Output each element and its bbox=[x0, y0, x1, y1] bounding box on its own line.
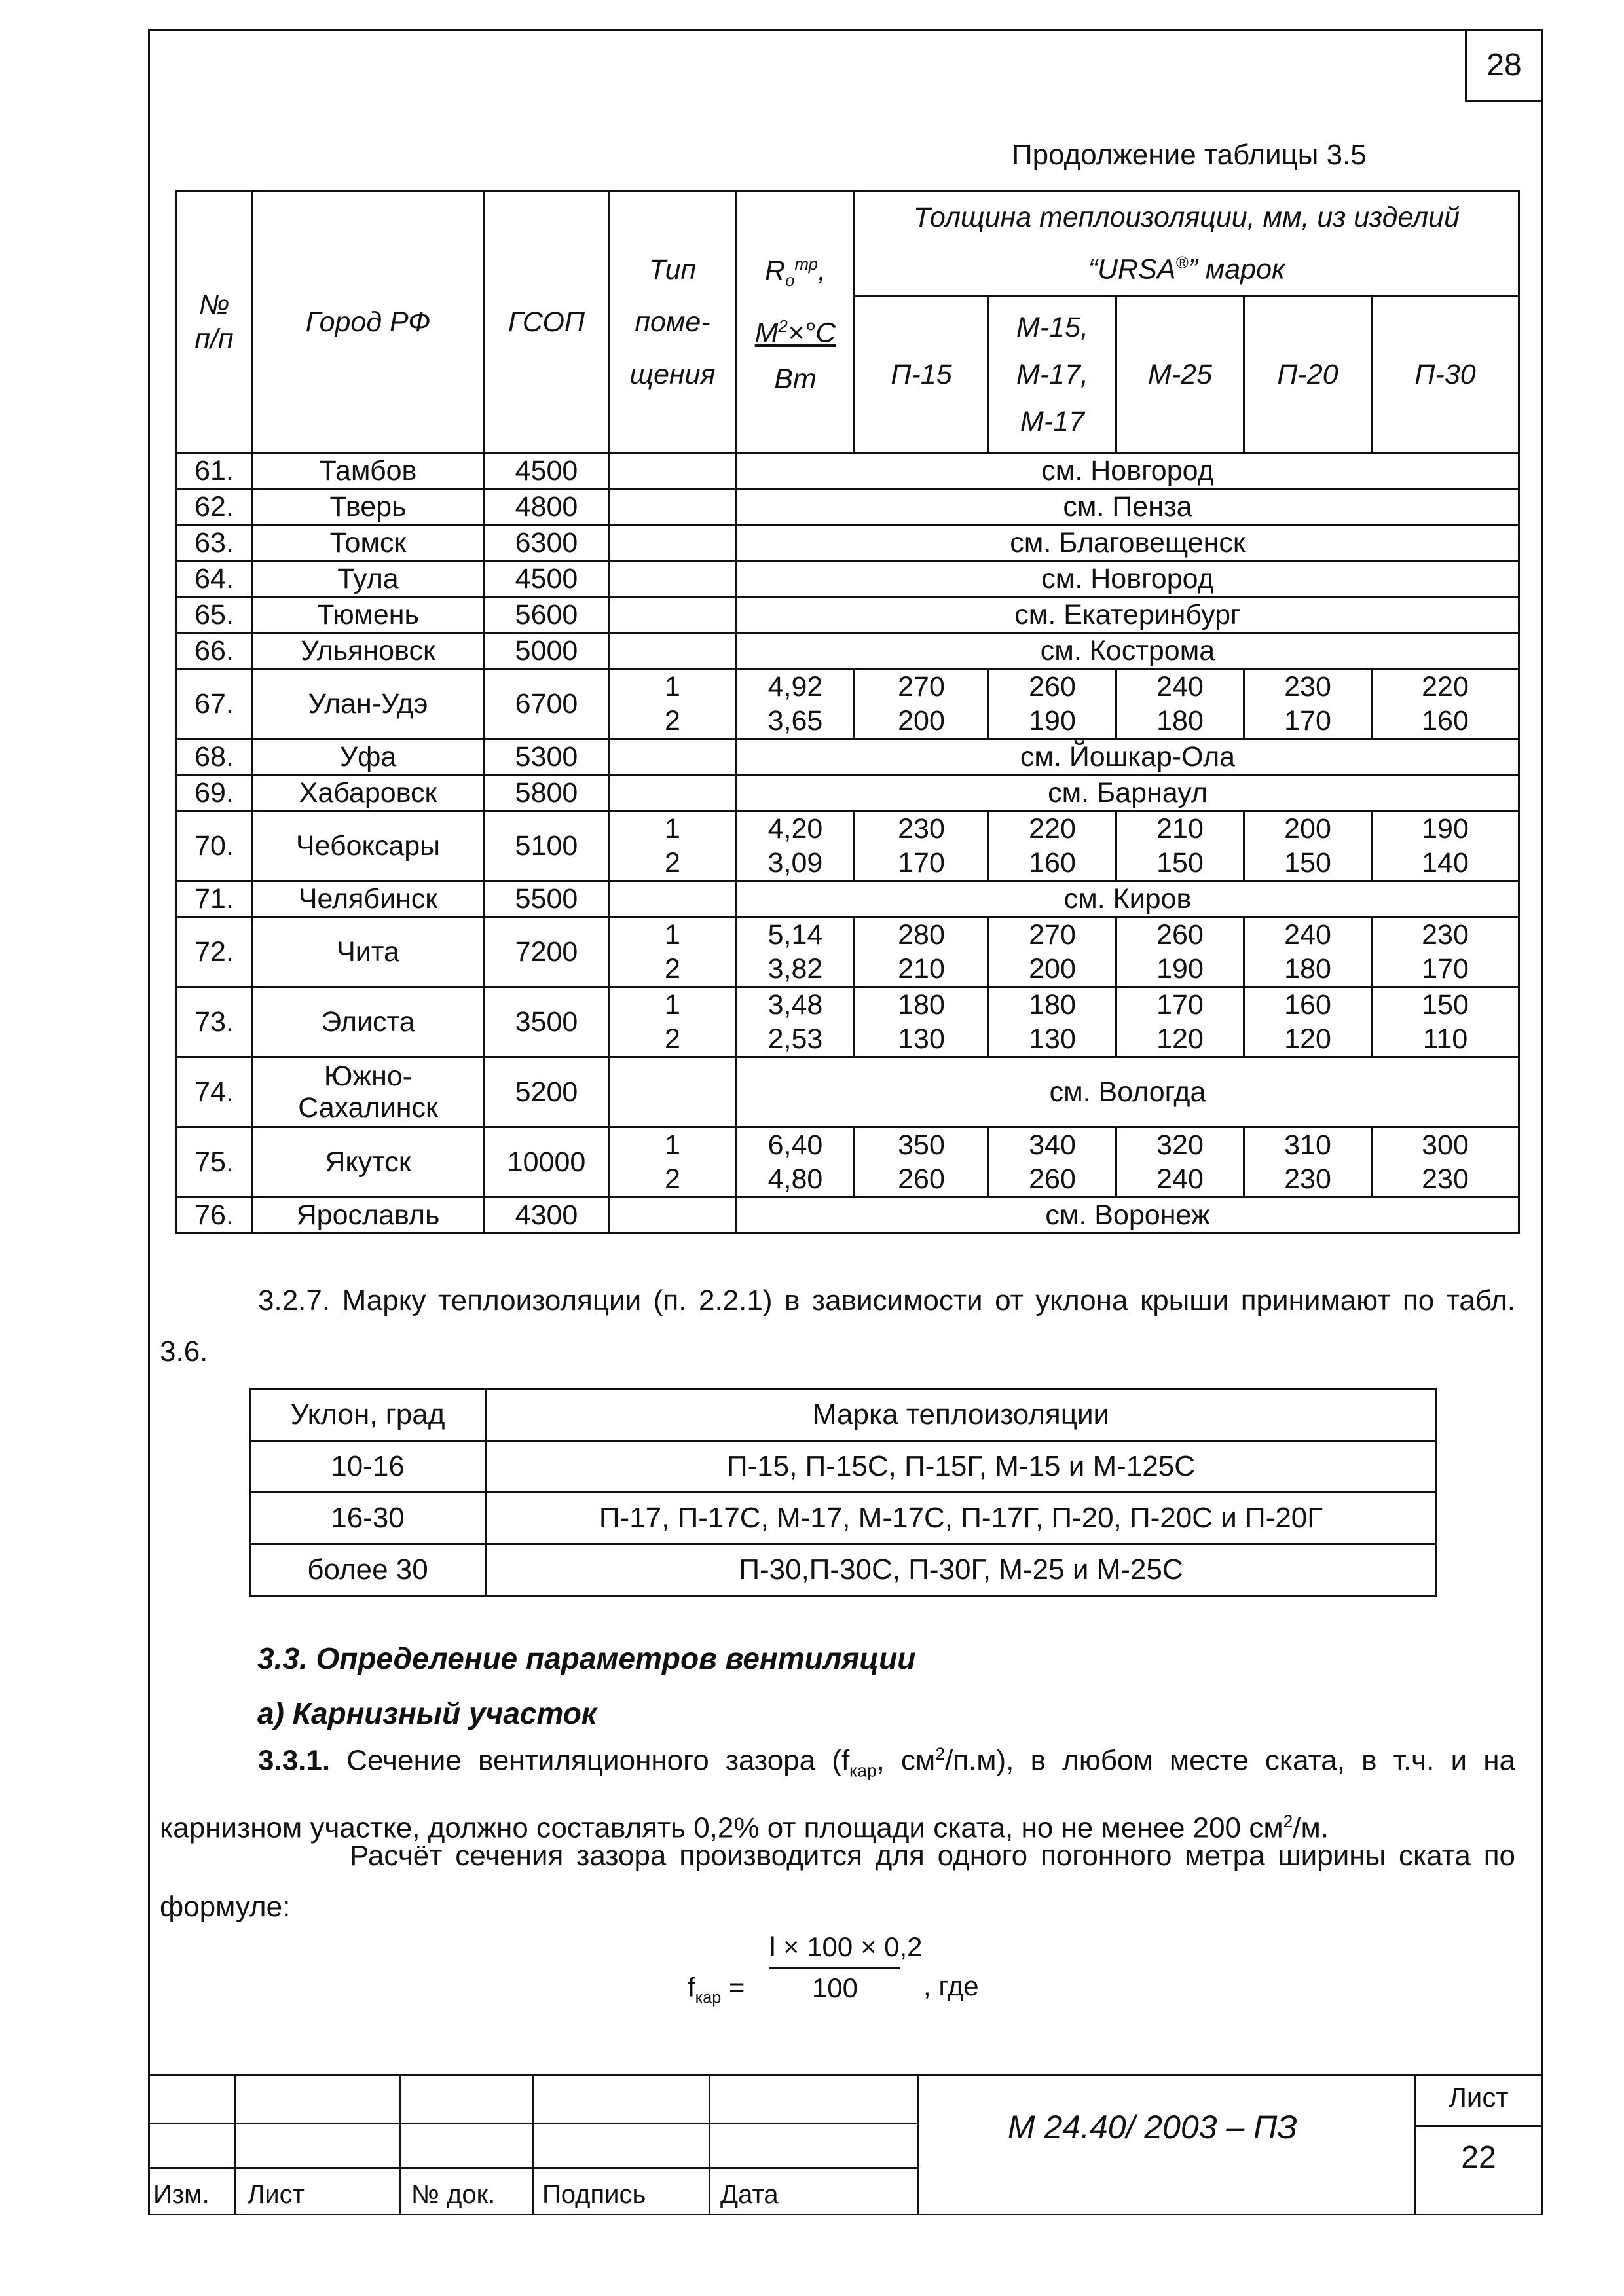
reference-city: см. Киров bbox=[737, 881, 1519, 917]
row-number: 71. bbox=[177, 881, 252, 917]
room-type bbox=[609, 775, 737, 811]
thickness-m25: 320 240 bbox=[1116, 1127, 1244, 1197]
row-number: 68. bbox=[177, 739, 252, 775]
thickness-m15: 260 190 bbox=[989, 669, 1116, 739]
gsop-value: 4300 bbox=[485, 1197, 609, 1233]
room-type bbox=[609, 489, 737, 525]
table-row bbox=[177, 525, 1519, 561]
gsop-value: 5600 bbox=[485, 597, 609, 633]
city-name: Тула bbox=[252, 561, 485, 597]
header-brand-p30: П-30 bbox=[1372, 296, 1519, 453]
thickness-p15: 270 200 bbox=[855, 669, 989, 739]
gsop-value: 5800 bbox=[485, 775, 609, 811]
room-type: 1 2 bbox=[609, 987, 737, 1057]
sheet-number: 22 bbox=[1461, 2140, 1496, 2175]
city-name: Чебоксары bbox=[252, 811, 485, 881]
thickness-p20: 200 150 bbox=[1244, 811, 1372, 881]
reference-city: см. Йошкар-Ола bbox=[737, 739, 1519, 775]
table-row bbox=[177, 811, 1519, 881]
room-type bbox=[609, 1197, 737, 1233]
label-izm: Изм. bbox=[153, 2180, 210, 2209]
table-row bbox=[177, 597, 1519, 633]
thickness-m15: 270 200 bbox=[989, 917, 1116, 987]
gsop-value: 10000 bbox=[485, 1127, 609, 1197]
formula-denominator: 100 bbox=[811, 1973, 858, 2003]
row-number: 61. bbox=[177, 453, 252, 489]
thickness-p30: 150 110 bbox=[1372, 987, 1519, 1057]
table-row bbox=[177, 453, 1519, 489]
city-name: Тамбов bbox=[252, 453, 485, 489]
table-row bbox=[177, 775, 1519, 811]
thickness-m15: 180 130 bbox=[989, 987, 1116, 1057]
table-row: 16-30 П-17, П-17С, М-17, М-17С, П-17Г, П-20, П-20С и П-20Г bbox=[250, 1493, 1437, 1544]
header-r0: $R_o^{тр}$, $M^2\times^\circ C$ Вт bbox=[737, 191, 855, 453]
label-doc-no: № док. bbox=[411, 2180, 496, 2209]
table-row bbox=[177, 739, 1519, 775]
row-number: 75. bbox=[177, 1127, 252, 1197]
gsop-value: 4500 bbox=[485, 453, 609, 489]
paragraph-3-3-1: 3.3.1. Сечение вентиляционного зазора ($f_{кар}$, $см^2/п.м$), в любом месте ската, в т.ч. и на карнизном участке, должно составлять 0,2% от площади ската, но не менее 200 $см^2/м$. bbox=[160, 1744, 1516, 1845]
room-type bbox=[609, 453, 737, 489]
room-type bbox=[609, 1057, 737, 1127]
table-row bbox=[177, 881, 1519, 917]
room-type: 1 2 bbox=[609, 669, 737, 739]
thickness-p30: 230 170 bbox=[1372, 917, 1519, 987]
row-number: 70. bbox=[177, 811, 252, 881]
thickness-m15: 340 260 bbox=[989, 1127, 1116, 1197]
city-name: Тверь bbox=[252, 489, 485, 525]
gsop-value: 4500 bbox=[485, 561, 609, 597]
r0-value: 3,48 2,53 bbox=[737, 987, 855, 1057]
header-num: № п/п bbox=[177, 191, 252, 453]
header-brand-p15: П-15 bbox=[855, 296, 989, 453]
city-name: Якутск bbox=[252, 1127, 485, 1197]
page-number: 28 bbox=[1465, 30, 1541, 102]
table-row bbox=[177, 1127, 1519, 1197]
subsection-heading-a: а) Карнизный участок bbox=[257, 1696, 597, 1730]
city-name: Ульяновск bbox=[252, 633, 485, 669]
row-number: 69. bbox=[177, 775, 252, 811]
reference-city: см. Екатеринбург bbox=[737, 597, 1519, 633]
city-name: Улан-Удэ bbox=[252, 669, 485, 739]
insulation-table bbox=[175, 190, 1520, 1234]
thickness-p20: 240 180 bbox=[1244, 917, 1372, 987]
r0-value: 6,40 4,80 bbox=[737, 1127, 855, 1197]
document-code: М 24.40/ 2003 – ПЗ bbox=[1007, 2109, 1298, 2145]
city-name: Элиста bbox=[252, 987, 485, 1057]
row-number: 62. bbox=[177, 489, 252, 525]
header-brand-p20: П-20 bbox=[1244, 296, 1372, 453]
paragraph-3-2-7: 3.2.7. Марку теплоизоляции (п. 2.2.1) в зависимости от уклона крыши принимают по табл. 3.6. bbox=[160, 1285, 1515, 1368]
gsop-value: 4800 bbox=[485, 489, 609, 525]
label-signature: Подпись bbox=[542, 2180, 646, 2209]
room-type: 1 2 bbox=[609, 917, 737, 987]
thickness-p20: 310 230 bbox=[1244, 1127, 1372, 1197]
r0-value: 5,14 3,82 bbox=[737, 917, 855, 987]
thickness-p15: 180 130 bbox=[855, 987, 989, 1057]
row-number: 73. bbox=[177, 987, 252, 1057]
thickness-m25: 260 190 bbox=[1116, 917, 1244, 987]
row-number: 67. bbox=[177, 669, 252, 739]
gsop-value: 3500 bbox=[485, 987, 609, 1057]
sheet-label: Лист bbox=[1449, 2082, 1509, 2113]
gsop-value: 5300 bbox=[485, 739, 609, 775]
city-name: Хабаровск bbox=[252, 775, 485, 811]
label-date: Дата bbox=[720, 2180, 779, 2209]
gsop-value: 6700 bbox=[485, 669, 609, 739]
room-type bbox=[609, 881, 737, 917]
gsop-value: 5500 bbox=[485, 881, 609, 917]
room-type bbox=[609, 525, 737, 561]
thickness-p20: 230 170 bbox=[1244, 669, 1372, 739]
row-number: 66. bbox=[177, 633, 252, 669]
continuation-title: Продолжение таблицы 3.5 bbox=[1012, 139, 1367, 171]
table-row bbox=[177, 1057, 1519, 1127]
table-row bbox=[250, 1389, 1437, 1441]
row-number: 64. bbox=[177, 561, 252, 597]
brand-header: Марка теплоизоляции bbox=[486, 1389, 1437, 1441]
header-gsop: ГСОП bbox=[485, 191, 609, 453]
thickness-m25: 170 120 bbox=[1116, 987, 1244, 1057]
r0-value: 4,92 3,65 bbox=[737, 669, 855, 739]
thickness-p30: 300 230 bbox=[1372, 1127, 1519, 1197]
gsop-value: 6300 bbox=[485, 525, 609, 561]
section-heading-3-3: 3.3. Определение параметров вентиляции bbox=[257, 1641, 916, 1675]
row-number: 72. bbox=[177, 917, 252, 987]
table-row: более 30 П-30,П-30С, П-30Г, М-25 и М-25С bbox=[250, 1544, 1437, 1596]
city-name: Тюмень bbox=[252, 597, 485, 633]
table-row bbox=[177, 633, 1519, 669]
slope-table bbox=[249, 1388, 1437, 1597]
gsop-value: 5100 bbox=[485, 811, 609, 881]
room-type bbox=[609, 633, 737, 669]
gsop-value: 7200 bbox=[485, 917, 609, 987]
reference-city: см. Барнаул bbox=[737, 775, 1519, 811]
header-brand-m25: М-25 bbox=[1116, 296, 1244, 453]
table-body bbox=[177, 453, 1519, 1233]
room-type: 1 2 bbox=[609, 811, 737, 881]
row-number: 65. bbox=[177, 597, 252, 633]
row-number: 63. bbox=[177, 525, 252, 561]
table-row bbox=[177, 917, 1519, 987]
row-number: 76. bbox=[177, 1197, 252, 1233]
header-brand-m15: М-15, М-17, М-17 bbox=[989, 296, 1116, 453]
city-name: Ярославль bbox=[252, 1197, 485, 1233]
thickness-p30: 220 160 bbox=[1372, 669, 1519, 739]
city-name: Челябинск bbox=[252, 881, 485, 917]
city-name: Томск bbox=[252, 525, 485, 561]
room-type: 1 2 bbox=[609, 1127, 737, 1197]
header-room-type: Тип поме- щения bbox=[609, 191, 737, 453]
table-row bbox=[177, 561, 1519, 597]
thickness-p15: 230 170 bbox=[855, 811, 989, 881]
table-row bbox=[177, 1197, 1519, 1233]
label-list: Лист bbox=[248, 2180, 304, 2209]
r0-value: 4,20 3,09 bbox=[737, 811, 855, 881]
reference-city: см. Пенза bbox=[737, 489, 1519, 525]
thickness-m25: 240 180 bbox=[1116, 669, 1244, 739]
thickness-p15: 350 260 bbox=[855, 1127, 989, 1197]
reference-city: см. Новгород bbox=[737, 561, 1519, 597]
thickness-m25: 210 150 bbox=[1116, 811, 1244, 881]
formula-fraction bbox=[769, 1931, 923, 2004]
city-name: Южно- Сахалинск bbox=[252, 1057, 485, 1127]
thickness-p30: 190 140 bbox=[1372, 811, 1519, 881]
gsop-value: 5000 bbox=[485, 633, 609, 669]
reference-city: см. Воронеж bbox=[737, 1197, 1519, 1233]
table-row bbox=[177, 669, 1519, 739]
reference-city: см. Кострома bbox=[737, 633, 1519, 669]
room-type bbox=[609, 739, 737, 775]
paragraph-calculation: Расчёт сечения зазора производится для одного погонного метра ширины ската по формуле: bbox=[160, 1840, 1515, 1923]
slope-header: Уклон, град bbox=[250, 1389, 486, 1441]
room-type bbox=[609, 561, 737, 597]
header-city: Город РФ bbox=[252, 191, 485, 453]
gsop-value: 5200 bbox=[485, 1057, 609, 1127]
table-row bbox=[177, 489, 1519, 525]
table-row: 10-16 П-15, П-15С, П-15Г, М-15 и М-125С bbox=[250, 1441, 1437, 1493]
thickness-m15: 220 160 bbox=[989, 811, 1116, 881]
thickness-p15: 280 210 bbox=[855, 917, 989, 987]
city-name: Чита bbox=[252, 917, 485, 987]
city-name: Уфа bbox=[252, 739, 485, 775]
reference-city: см. Вологда bbox=[737, 1057, 1519, 1127]
row-number: 74. bbox=[177, 1057, 252, 1127]
room-type bbox=[609, 597, 737, 633]
header-insulation-group: Толщина теплоизоляции, мм, из изделий “URSA®” марок bbox=[855, 191, 1519, 296]
table-row bbox=[177, 987, 1519, 1057]
thickness-p20: 160 120 bbox=[1244, 987, 1372, 1057]
reference-city: см. Благовещенск bbox=[737, 525, 1519, 561]
formula-numerator: l × 100 × 0,2 bbox=[769, 1931, 900, 1969]
reference-city: см. Новгород bbox=[737, 453, 1519, 489]
